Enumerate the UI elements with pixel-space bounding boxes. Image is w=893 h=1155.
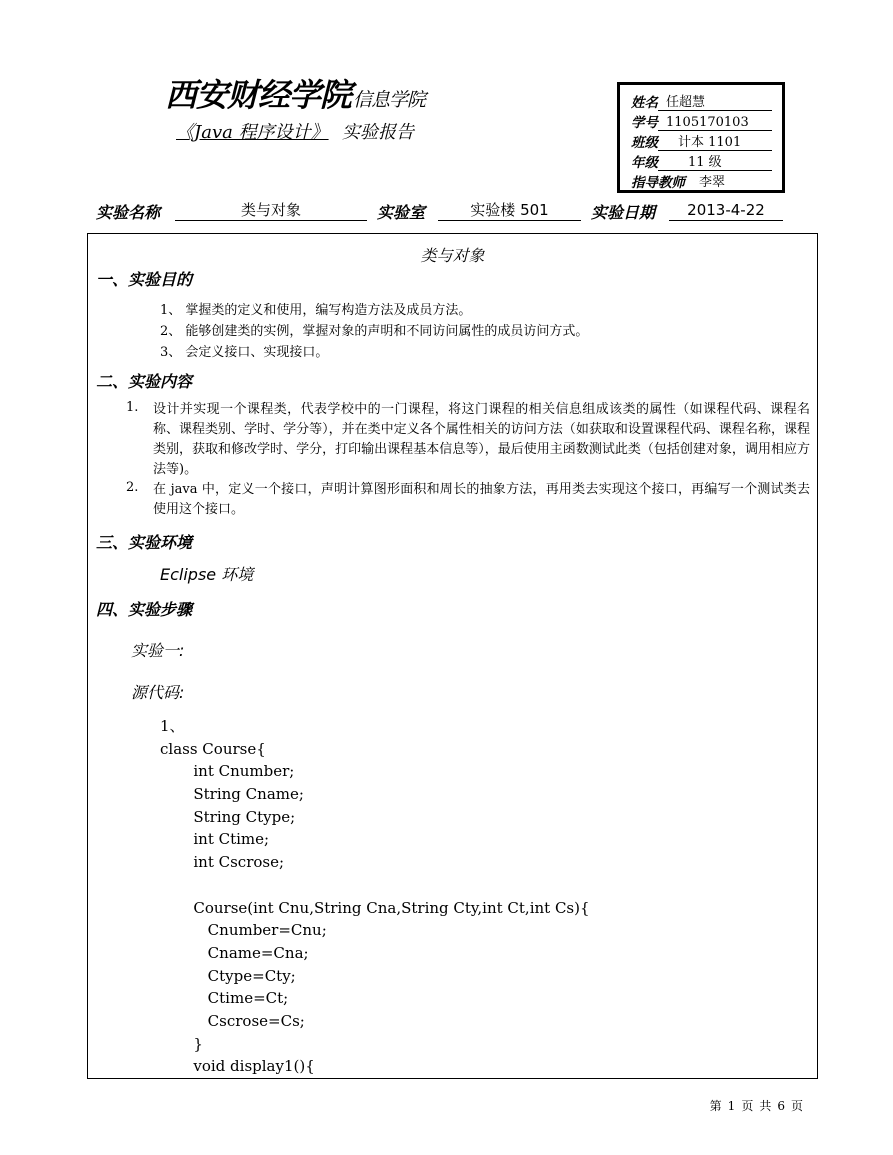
course-name: 《Java 程序设计》 bbox=[176, 122, 329, 143]
id-value: 1105170103 bbox=[658, 115, 772, 131]
purpose-item-num: 2、 bbox=[160, 324, 182, 339]
code-line: } bbox=[160, 1034, 203, 1053]
purpose-item bbox=[160, 299, 471, 318]
purpose-item-num: 3、 bbox=[160, 345, 182, 360]
experiment-name-label: 实验名称 bbox=[96, 203, 161, 222]
content-item-num: 1. bbox=[126, 400, 139, 415]
teacher-value: 李翠 bbox=[685, 175, 769, 191]
code-line: String Ctype; bbox=[160, 807, 296, 826]
purpose-item-text: 掌握类的定义和使用，编写构造方法及成员方法。 bbox=[185, 303, 472, 318]
purpose-item-text: 会定义接口、实现接口。 bbox=[185, 345, 329, 360]
experiment-date-value: 2013-4-22 bbox=[669, 200, 783, 221]
source-code bbox=[160, 715, 590, 1078]
report-label: 实验报告 bbox=[342, 122, 415, 143]
code-line: 1、 bbox=[160, 717, 185, 735]
school-title bbox=[165, 70, 425, 116]
class-value: 计本 1101 bbox=[658, 135, 772, 151]
college-name: 信息学院 bbox=[353, 89, 426, 111]
info-row-id bbox=[631, 111, 782, 131]
code-line: String Cname; bbox=[160, 785, 304, 804]
box-title: 类与对象 bbox=[420, 246, 485, 265]
code-line: int Cnumber; bbox=[160, 762, 295, 781]
code-line: Cnumber=Cnu; bbox=[160, 921, 327, 940]
code-line: Cscrose=Cs; bbox=[160, 1011, 305, 1030]
page-number: 1 bbox=[727, 1099, 736, 1113]
lab-room-label: 实验室 bbox=[377, 203, 426, 222]
code-line: Cname=Cna; bbox=[160, 943, 309, 962]
purpose-item bbox=[160, 341, 328, 360]
name-value: 任超慧 bbox=[658, 95, 772, 111]
steps-heading: 四、实验步骤 bbox=[96, 600, 193, 619]
name-label: 姓名 bbox=[631, 95, 658, 111]
code-line bbox=[160, 874, 590, 897]
code-line: Ctype=Cty; bbox=[160, 966, 296, 985]
footer-mid: 页 bbox=[741, 1099, 754, 1113]
purpose-item-num: 1、 bbox=[160, 303, 182, 318]
code-line: Course(int Cnu,String Cna,String Cty,int Ct,int Cs){ bbox=[160, 898, 590, 917]
info-row-name bbox=[631, 91, 782, 111]
code-line: int Cscrose; bbox=[160, 853, 285, 872]
experiment-name-value: 类与对象 bbox=[175, 200, 367, 221]
footer-suffix: 页 bbox=[790, 1099, 803, 1113]
info-row-class bbox=[631, 131, 782, 151]
content-heading: 二、实验内容 bbox=[96, 372, 193, 391]
code-line: void display1(){ bbox=[160, 1057, 315, 1076]
grade-value: 11 级 bbox=[658, 155, 772, 171]
purpose-heading: 一、实验目的 bbox=[96, 270, 193, 289]
code-line: class Course{ bbox=[160, 739, 266, 758]
info-row-grade bbox=[631, 151, 782, 171]
purpose-item-text: 能够创建类的实例，掌握对象的声明和不同访问属性的成员访问方式。 bbox=[185, 324, 589, 339]
source-code-label: 源代码: bbox=[131, 683, 185, 702]
class-label: 班级 bbox=[631, 135, 658, 151]
environment-text: Eclipse 环境 bbox=[160, 565, 254, 584]
content-item bbox=[126, 400, 810, 480]
total-pages: 6 bbox=[777, 1099, 785, 1113]
footer-prefix: 第 bbox=[709, 1099, 722, 1113]
course-line bbox=[176, 118, 414, 144]
content-item bbox=[126, 480, 810, 520]
environment-heading: 三、实验环境 bbox=[96, 533, 193, 552]
experiment-date-label: 实验日期 bbox=[591, 203, 656, 222]
code-line: Ctime=Ct; bbox=[160, 989, 289, 1008]
school-name: 西安财经学院 bbox=[165, 76, 352, 114]
lab-room-value: 实验楼 501 bbox=[438, 200, 581, 221]
content-item-num: 2. bbox=[126, 480, 139, 495]
student-info-box bbox=[617, 82, 785, 193]
info-row-teacher bbox=[631, 171, 782, 191]
purpose-item bbox=[160, 320, 588, 339]
page-footer bbox=[710, 1097, 809, 1114]
grade-label: 年级 bbox=[631, 155, 658, 171]
teacher-label: 指导教师 bbox=[631, 175, 685, 191]
content-list bbox=[126, 400, 810, 520]
id-label: 学号 bbox=[631, 115, 658, 131]
experiment-one-label: 实验一: bbox=[131, 641, 185, 660]
content-item-text: 设计并实现一个课程类，代表学校中的一门课程，将这门课程的相关信息组成该类的属性（如课程代码、课程名称、课程类别、学时、学分等），并在类中定义各个属性相关的访问方法（如获取和设置课程代码、课程名称，课程类别，获取和修改学时、学分，打印输出课程基本信息等），最后使用主函数测试此类（包括创建对象，调用相应方法等)。 bbox=[153, 402, 810, 477]
footer-total-label: 共 bbox=[759, 1099, 772, 1113]
content-item-text: 在 java 中，定义一个接口，声明计算图形面积和周长的抽象方法，再用类去实现这个接口，再编写一个测试类去使用这个接口。 bbox=[153, 482, 810, 517]
code-line: int Ctime; bbox=[160, 830, 270, 849]
